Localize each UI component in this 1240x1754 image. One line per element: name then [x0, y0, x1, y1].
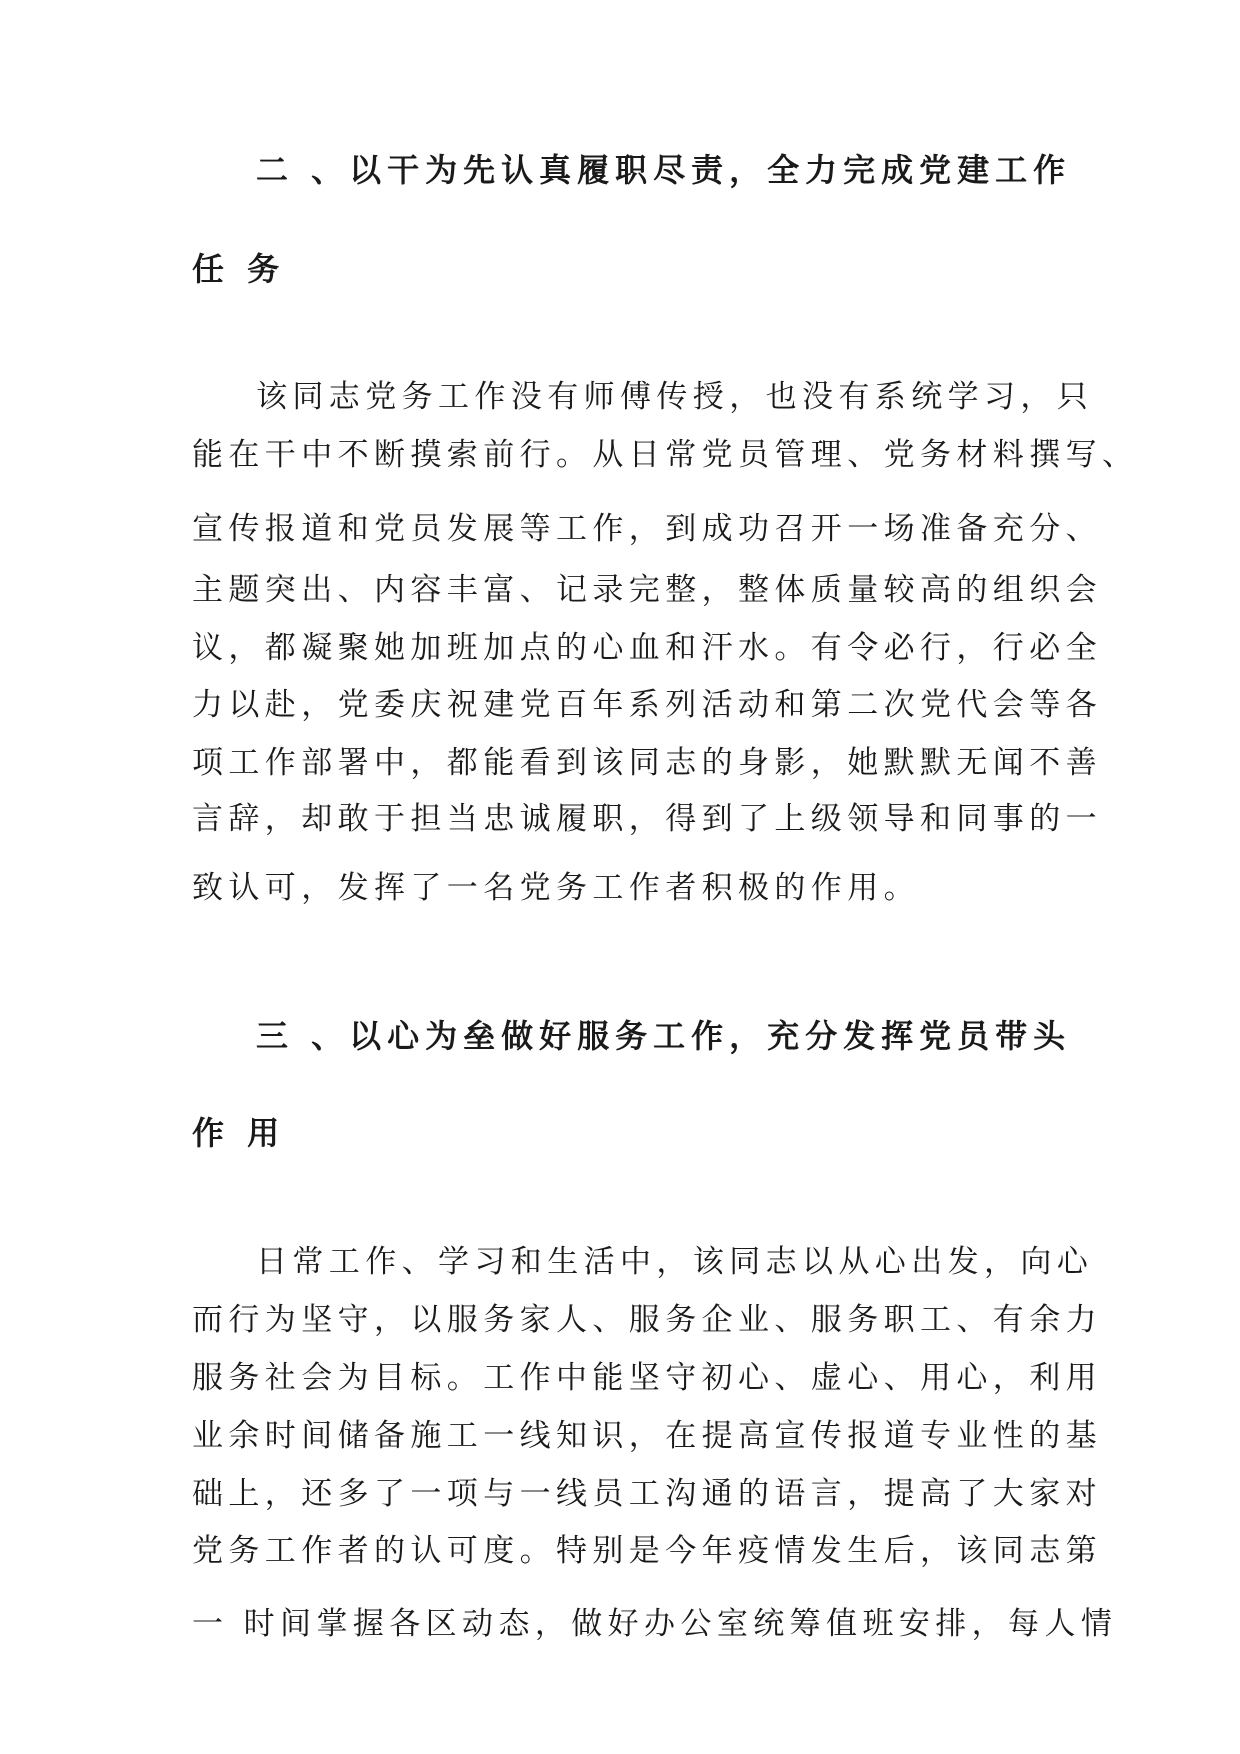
section3-paragraph-line: 服务社会为目标。工作中能坚守初心、虚心、用心，利用	[192, 1360, 1102, 1396]
section2-paragraph-line: 该同志党务工作没有师傅传授，也没有系统学习，只	[256, 379, 1094, 415]
section3-paragraph-line: 一 时间掌握各区动态，做好办公室统筹值班安排，每人情	[192, 1606, 1118, 1642]
section2-paragraph-line: 议，都凝聚她加班加点的心血和汗水。有令必行，行必全	[192, 630, 1102, 666]
section2-paragraph-line: 力以赴，党委庆祝建党百年系列活动和第二次党代会等各	[192, 687, 1102, 723]
section2-heading-line2: 任 务	[192, 250, 286, 288]
section2-paragraph-line: 项工作部署中，都能看到该同志的身影，她默默无闻不善	[192, 745, 1102, 781]
section2-paragraph-line: 言辞，却敢于担当忠诚履职，得到了上级领导和同事的一	[192, 801, 1102, 837]
section2-paragraph-line: 宣传报道和党员发展等工作，到成功召开一场准备充分、	[192, 511, 1102, 547]
section2-paragraph-line: 主题突出、内容丰富、记录完整，整体质量较高的组织会	[192, 572, 1102, 608]
section3-paragraph-line: 业余时间储备施工一线知识，在提高宣传报道专业性的基	[192, 1418, 1102, 1454]
section3-paragraph-line: 日常工作、学习和生活中，该同志以从心出发，向心	[256, 1244, 1094, 1280]
section2-heading-line1: 二 、以干为先认真履职尽责，全力完成党建工作	[256, 151, 1072, 189]
section3-paragraph-line: 础上，还多了一项与一线员工沟通的语言，提高了大家对	[192, 1476, 1102, 1512]
section3-paragraph-line: 党务工作者的认可度。特别是今年疫情发生后，该同志第	[192, 1533, 1102, 1569]
section3-paragraph-line: 而行为坚守，以服务家人、服务企业、服务职工、有余力	[192, 1302, 1102, 1338]
section2-paragraph-line: 致认可，发挥了一名党务工作者积极的作用。	[192, 870, 920, 906]
section2-paragraph-line: 能在干中不断摸索前行。从日常党员管理、党务材料撰写、	[192, 437, 1139, 473]
section3-heading-line1: 三 、以心为垒做好服务工作，充分发挥党员带头	[256, 1017, 1072, 1055]
section3-heading-line2: 作 用	[192, 1114, 286, 1152]
